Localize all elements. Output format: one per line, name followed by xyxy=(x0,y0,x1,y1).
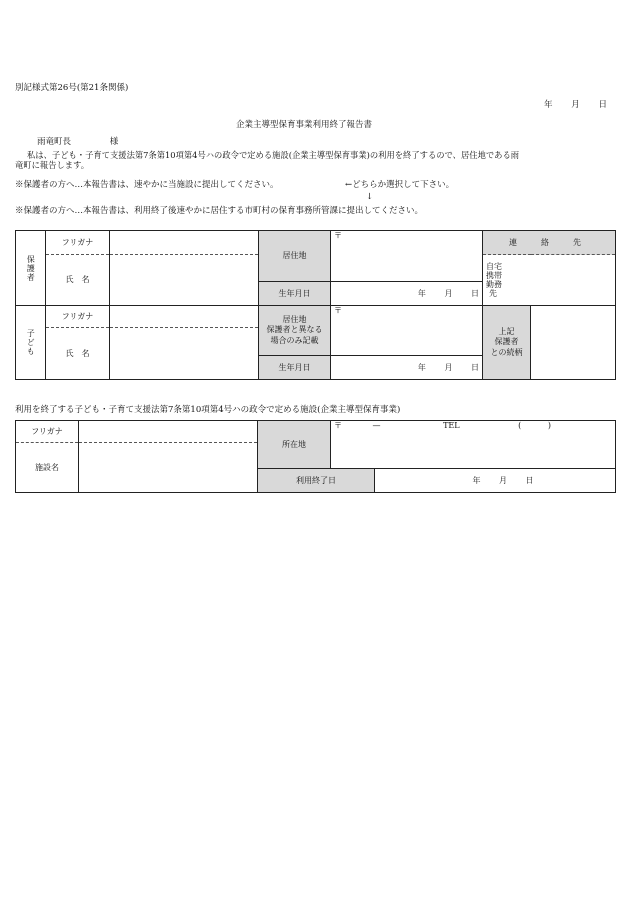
end-date-input[interactable] xyxy=(375,469,616,493)
relation-line3: との続柄 xyxy=(490,347,523,357)
section2-heading: 利用を終了する子ども・子育て支援法第7条第10項第4号ハの政令で定める施設(企業主導型保育事業) xyxy=(15,405,401,415)
contact-header: 連 絡 先 xyxy=(483,231,616,255)
end-date-label: 利用終了日 xyxy=(258,469,375,493)
body-text-line2: 竜町に報告します。 xyxy=(15,160,90,171)
child-label-cell xyxy=(16,306,46,380)
facility-location-input[interactable] xyxy=(331,421,616,469)
birth-day: 日 xyxy=(471,362,479,372)
child-residence-line2: 保護者と異なる xyxy=(266,325,323,335)
end-year: 年 xyxy=(472,475,481,485)
facility-name-input[interactable] xyxy=(79,443,258,493)
birth-day: 日 xyxy=(471,288,479,298)
relation-label xyxy=(483,306,531,380)
guardian-furigana-input[interactable] xyxy=(110,231,259,255)
guardian-label-cell xyxy=(16,231,46,306)
contact-work1: 勤務 xyxy=(486,280,502,289)
facility-name-label: 施設名 xyxy=(16,443,79,493)
guardian-label: 保護者 xyxy=(26,254,36,282)
note-2: ※保護者の方へ…本報告書は、利用終了後速やかに居住する市町村の保育事務所管課に提出してください。 xyxy=(15,206,424,216)
child-furigana-label: フリガナ xyxy=(46,306,110,328)
birth-month: 月 xyxy=(444,362,453,372)
child-birthdate-label: 生年月日 xyxy=(259,356,331,380)
child-residence-input[interactable] xyxy=(331,306,483,356)
applicant-table xyxy=(15,230,616,380)
child-birthdate-input[interactable] xyxy=(331,356,483,380)
contact-home: 自宅 xyxy=(486,261,502,271)
report-date xyxy=(528,100,607,111)
tel-paren-open: ( xyxy=(518,421,522,430)
end-day: 日 xyxy=(525,475,534,485)
guardian-furigana-label: フリガナ xyxy=(46,231,110,255)
page-title: 企業主導型保育事業利用終了報告書 xyxy=(236,120,373,130)
date-day: 日 xyxy=(598,100,607,110)
date-year: 年 xyxy=(544,100,553,110)
addressee-honorific: 様 xyxy=(109,137,119,147)
postal-dash: — xyxy=(372,421,381,430)
date-month: 月 xyxy=(571,100,580,110)
child-residence-line3: 場合のみ記載 xyxy=(270,335,319,345)
facility-table xyxy=(15,420,616,493)
tel-paren-close: ) xyxy=(547,421,551,430)
addressee xyxy=(37,137,118,148)
choose-note: ←どちらか選択して下さい。 xyxy=(345,180,455,190)
birth-month: 月 xyxy=(444,288,453,298)
guardian-birthdate-input[interactable] xyxy=(331,282,483,306)
form-number: 別記様式第26号(第21条関係) xyxy=(15,83,129,93)
relation-input[interactable] xyxy=(531,306,616,380)
facility-location-label: 所在地 xyxy=(258,421,331,469)
postal-mark: 〒 xyxy=(334,231,342,240)
body-text-line1: 私は、子ども・子育て支援法第7条第10項第4号ハの政令で定める施設(企業主導型保育事業)の利用を終了するので、居住地である雨 xyxy=(27,150,520,160)
down-arrow: ↓ xyxy=(366,192,374,202)
child-name-input[interactable] xyxy=(110,328,259,380)
tel-label: TEL xyxy=(443,421,460,430)
relation-line2: 保護者 xyxy=(494,337,519,347)
note-1: ※保護者の方へ…本報告書は、速やかに当施設に提出してください。 xyxy=(15,180,279,190)
contact-mobile: 携帯 xyxy=(486,270,502,280)
postal-mark: 〒 xyxy=(334,306,342,315)
guardian-birthdate-label: 生年月日 xyxy=(259,282,331,306)
contact-input[interactable] xyxy=(483,255,616,306)
guardian-name-label: 氏 名 xyxy=(46,255,110,306)
body-text xyxy=(15,150,519,171)
child-furigana-input[interactable] xyxy=(110,306,259,328)
child-residence-line1: 居住地 xyxy=(282,314,307,324)
guardian-name-input[interactable] xyxy=(110,255,259,306)
postal-mark: 〒 xyxy=(334,421,342,430)
guardian-residence-input[interactable] xyxy=(331,231,483,282)
relation-line1: 上記 xyxy=(498,326,515,336)
child-residence-label xyxy=(259,306,331,356)
contact-work2: 先 xyxy=(489,289,497,299)
guardian-residence-label: 居住地 xyxy=(259,231,331,282)
child-label: 子ども xyxy=(26,329,36,356)
birth-year: 年 xyxy=(417,362,426,372)
child-name-label: 氏 名 xyxy=(46,328,110,380)
addressee-name: 雨竜町長 xyxy=(37,137,72,147)
end-month: 月 xyxy=(499,475,507,485)
facility-furigana-label: フリガナ xyxy=(16,421,79,443)
facility-furigana-input[interactable] xyxy=(79,421,258,443)
birth-year: 年 xyxy=(417,288,426,298)
